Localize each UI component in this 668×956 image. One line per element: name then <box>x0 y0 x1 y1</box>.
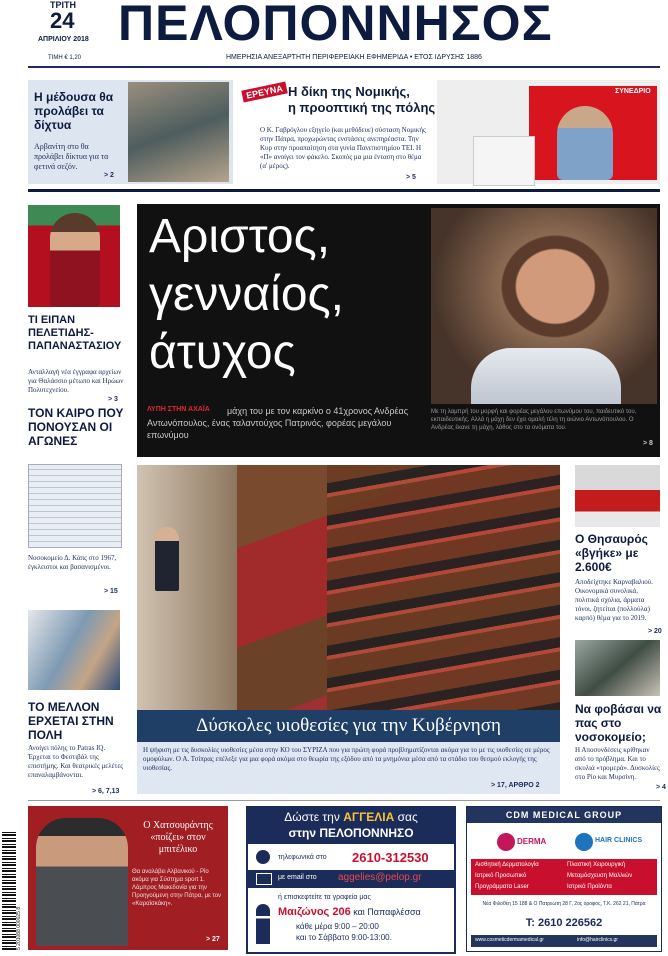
top-right-photo <box>437 80 660 184</box>
left-story1-headline[interactable]: ΤΙ ΕΙΠΑΝ ΠΕΛΕΤΙΔΗΣ-ΠΑΠΑΝΑΣΤΑΣΙΟΥ <box>28 314 122 352</box>
medical-web-2[interactable]: info@hairclinics.gr <box>577 937 618 943</box>
top-center-teaser[interactable] <box>236 80 436 184</box>
left-photo-2-document <box>28 464 122 548</box>
medical-list-left-1: Ιατρικό Προσωπικό <box>475 873 527 879</box>
lead-headline-3: άτυχος <box>149 326 296 379</box>
top-center-tag: ΕΡΕΥΝΑ <box>241 81 288 102</box>
bottom-divider <box>28 800 660 801</box>
classified-line1 <box>248 810 454 824</box>
parliament-text-box <box>137 742 560 794</box>
parliament-body: Η ψήφιση με τις δυσκολίες υιοθεσίες μέσα στην ΚΟ του ΣΥΡΙΖΑ που για πρώτη φορά προβληματίζονται ακόμα για το με τις υιοθεσίες σε μέρος ομοφύλων. Ο Α. Τσίπρας επέλεξε για μια φορά ακόμα στο θεωρία της εξόδου από τα μνημόνια μέσα από τα στάδιο του θεσμού εκλογής της υιοθεσίας. <box>143 746 550 772</box>
parliament-ref: > 17, ΑΡΘΡΟ 2 <box>491 782 540 789</box>
medical-list-right-0: Πλαστική Χειρουργική <box>567 862 626 868</box>
top-left-ref: > 2 <box>104 172 114 179</box>
bottom-left-body: Θα αναλάβει Αλβανικού - Ρίο ακόμα για Σύστημα sport 1. Λάμπρος Μακεδονία για την Προηγούμενη στην Πάτρα, με τον «Καραϊσκάκη». <box>132 869 222 907</box>
classified-email[interactable]: aggelies@pelop.gr <box>338 872 422 883</box>
masthead-rule <box>28 66 660 68</box>
derma-logo-icon <box>497 833 515 851</box>
athlete-photo <box>36 818 128 946</box>
right-story1-ref: > 20 <box>648 628 662 635</box>
classified-address <box>278 906 421 918</box>
medical-list-left-2: Προγράμματα Laser <box>475 884 529 890</box>
lead-story-block[interactable] <box>137 204 660 457</box>
left-story2-body: Νοσοκομείο Δ. Κάπς στο 1967, έγκλειστοι και βασανισμένοι. <box>28 554 117 571</box>
barcode-digits: 5 201088 000025 8 <box>16 906 22 950</box>
woman-figure <box>50 213 100 307</box>
speaker-figure <box>557 106 613 180</box>
right-photo-2 <box>575 640 660 696</box>
lead-portrait <box>431 208 657 404</box>
medical-list-right-2: Ιατρικά Προϊόντα <box>567 884 612 890</box>
top-left-headline: Η μέδουσα θα προλάβει τα δίχτυα <box>34 90 114 132</box>
parliament-benches <box>327 465 560 710</box>
masthead-title: ΠΕΛΟΠΟΝΝΗΣΟΣ <box>118 0 553 51</box>
classified-tel[interactable]: 2610-312530 <box>352 850 429 865</box>
parliament-caption: Δύσκολες υιοθεσίες για την Κυβέρνηση <box>196 715 501 736</box>
congress-banner-text: ΣΥΝΕΔΡΙΟ <box>615 88 651 95</box>
bottom-left-ref: > 27 <box>206 936 220 943</box>
classified-hours-2: και το Σάββατο 9:00-13:00. <box>296 933 392 942</box>
top-center-headline-2: η προοπτική της πόλης <box>288 100 436 115</box>
left-story2-headline[interactable]: ΤΟΝ ΚΑΙΡΟ ΠΟΥ ΠΟΝΟΥΣΑΝ ΟΙ ΑΓΩΝΕΣ <box>28 406 124 448</box>
lead-headline-1: Αριστος, <box>149 210 331 263</box>
lead-right-text: Με τη λαμπρή του μορφή και φορέας μεγάλου επωνύμου του, παιδευτικό του, εκπαιδευτικής. Αλλά η μάχη δεν έχει ομαλή τέλη τη αιώνιο Αντωνόπουλου. Ο Ανδρέας έκανε τη μάχη, λάθος στο τα ονόματα του. <box>431 409 637 431</box>
right-story2-body: Η Αποσυνδέσεις κρίθηκαν από το πρόβλημα. Και το σκυλιά «τρομερά». Δυσκολίες στο Ρίο και Μυρσίνη. <box>575 746 660 781</box>
right-story2-ref: > 4 <box>656 784 666 791</box>
right-story1-headline[interactable]: Ο Θησαυρός «βγήκε» με 2.600€ <box>575 532 648 574</box>
classified-tel-label: τηλεφωνικά στο <box>278 854 327 861</box>
classified-address-street: Μαιζώνος 206 <box>278 906 351 918</box>
left-story2-ref: > 15 <box>104 588 118 595</box>
left-story1-ref: > 3 <box>108 396 118 403</box>
medical-ad[interactable] <box>466 806 662 952</box>
classified-line1-c: σας <box>394 810 418 824</box>
medical-phone[interactable]: Τ: 2610 226562 <box>525 917 603 929</box>
classified-hours-1: κάθε μέρα 9:00 – 20:00 <box>296 922 379 931</box>
issue-day: ΤΡΙΤΗ <box>50 0 76 10</box>
top-center-body: Ο Κ. Γαβρόγλου εξηγείο (και μεθόδευε) σύσταση Νομικής στην Πάτρα, προχωρώντας ενστάσεις ανεπηρέαστα. Την Κυρ στην προαπαίτηση στα γυνία Πανεπιστημίου ΤΕΙ. Η «Π» ανοίγει τον φάκελο. Σκοπός μα μια ένταση στο θέμα (α' μέρος). <box>260 126 426 170</box>
top-left-teaser[interactable] <box>28 80 233 184</box>
classified-address-tail: και Παπαφλέσσα <box>350 907 421 917</box>
medical-address: Νέα Φιλοθέη 15 188 & Ο Πατρεωτη 28 Γ, 2ος όροφος, Τ.Κ. 262 21, Πάτρα <box>482 901 646 907</box>
phone-icon <box>256 850 270 864</box>
left-story3-headline[interactable]: ΤΟ ΜΕΛΛΟΝ ΕΡΧΕΤΑΙ ΣΤΗΝ ΠΟΛΗ <box>28 700 114 742</box>
classified-ad[interactable] <box>246 806 456 954</box>
barcode <box>2 830 16 950</box>
email-icon <box>256 873 272 885</box>
right-photo-1 <box>575 465 660 527</box>
top-left-photo <box>128 82 229 182</box>
lead-portrait-shirt <box>471 348 621 404</box>
classified-line2: στην ΠΕΛΟΠΟΝΝΗΣΟ <box>288 826 414 840</box>
parliament-photo <box>137 465 560 710</box>
masthead-subtitle: ΗΜΕΡΗΣΙΑ ΑΝΕΞΑΡΤΗΤΗ ΠΕΡΙΦΕΡΕΙΑΚΗ ΕΦΗΜΕΡΙΔΑ • ΕΤΟΣ ΙΔΡΥΣΗΣ 1886 <box>226 54 482 61</box>
medical-web-1[interactable]: www.cosmeticdermamedical.gr <box>475 937 544 943</box>
speaker-at-podium <box>155 527 179 591</box>
lead-kicker: ΛΥΠΗ ΣΤΗΝ ΑΧΑΪΑ <box>147 406 210 413</box>
top-center-headline-1: Η δίκη της Νομικής, <box>288 84 410 99</box>
classified-line1-a: Δώστε την <box>284 810 344 824</box>
medical-brand-2: HAIR CLINICS <box>595 837 643 844</box>
parliament-caption-bar <box>137 710 560 742</box>
medical-title: CDM MEDICAL GROUP <box>467 807 661 823</box>
classified-visit-label: ή επισκεφτείτε τα γραφεία μας <box>278 894 371 901</box>
top-left-body: Αρβανίτη στο θα προλάβει δίκτυα για τα φετινά σεζόν. <box>34 142 109 171</box>
issue-month-year: ΑΠΡΙΛΙΟΥ 2018 <box>38 36 89 43</box>
right-story1-body: Αποδείχτηκε Καρναβαλιού. Οικονομικά συνολικά, πολιτικά σχόλια, άρματα τόνοι, ζητείται (πολλούλα) καρπό) θέμα για το 2019. <box>575 578 653 622</box>
classified-line1-b: ΑΓΓΕΛΙΑ <box>343 810 395 824</box>
medical-list-left-0: Αισθητική Δερματολογία <box>475 862 539 868</box>
left-photo-1 <box>28 205 120 307</box>
right-story2-headline[interactable]: Να φοβάσαι να πας στο νοσοκομείο; <box>575 702 662 744</box>
parliament-left-panel <box>137 465 237 710</box>
bottom-left-teaser[interactable] <box>28 806 228 950</box>
classified-email-label: με email στο <box>278 874 317 881</box>
left-story1-body: Ανταλλαγή νέα έγγραφα αρχείων για Θαλάσσιο μέτωπο και Ηρώων Πολυτεχνείου. <box>28 368 124 394</box>
bottom-left-headline: Ο Χατσουράντης «ποίζει» στον μπιτέλικο <box>143 820 213 855</box>
lead-sub: μάχη του με τον καρκίνο ο 41χρονος Ανδρέας Αντωνόπουλος, ένας ταλαντούχος Πατρινός, φορέας μεγάλου επωνύμου <box>147 406 409 440</box>
lead-headline-2: γενναίος, <box>149 268 344 321</box>
left-photo-3 <box>28 610 120 690</box>
issue-date-number: 24 <box>50 8 75 33</box>
top-center-ref: > 5 <box>406 174 416 181</box>
top-strip-rule <box>28 189 660 192</box>
podium <box>473 136 535 186</box>
hair-logo-icon <box>575 833 593 851</box>
medical-list-right-1: Μεταμόσχευση Μαλλιών <box>567 873 633 879</box>
left-story3-body: Ανοίγει πόλης το Patras IQ. Έρχεται το Φεστιβάλ της επιστήμης. Και θεατρικές μελέτες επαναλαμβάνονται. <box>28 744 124 779</box>
medical-brand-1: DERMA <box>517 837 547 846</box>
issue-price: ΤΙΜΗ € 1,20 <box>48 55 82 61</box>
person-icon <box>256 904 270 944</box>
left-story3-ref: > 6, 7,13 <box>92 788 120 795</box>
lead-right-ref: > 8 <box>643 440 653 447</box>
